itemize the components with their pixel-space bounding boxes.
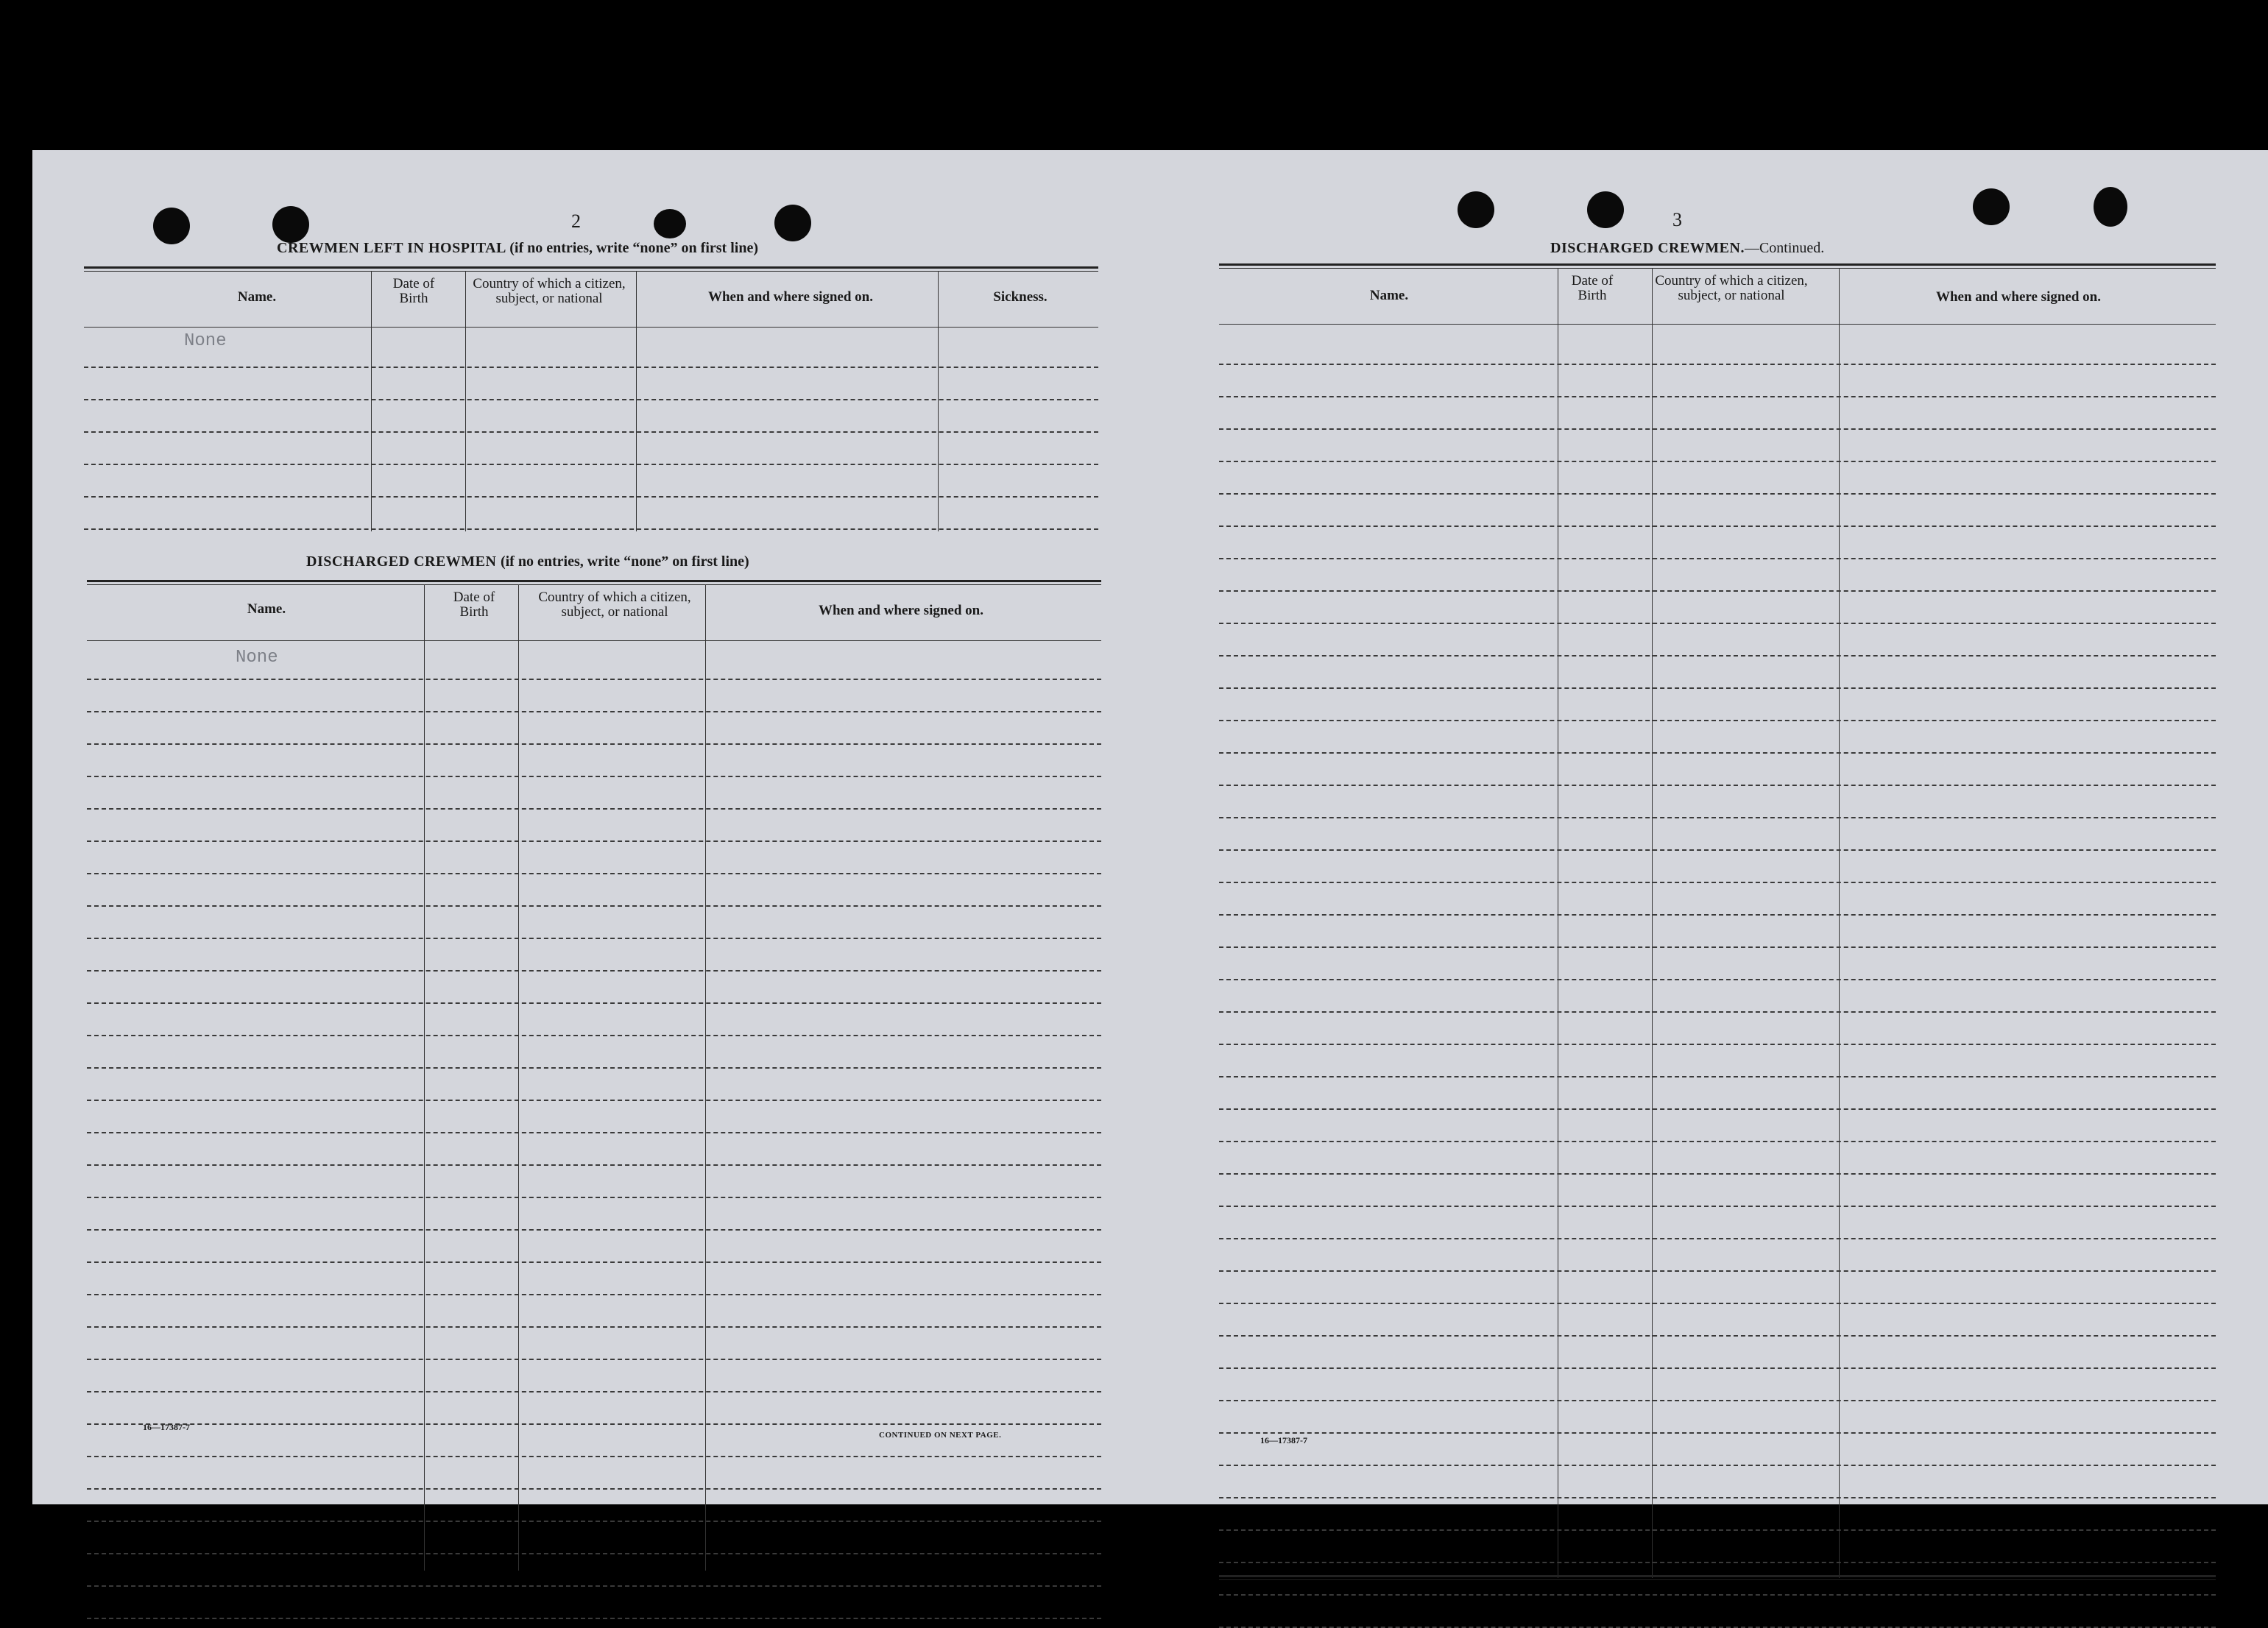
entry-row	[87, 972, 1101, 1004]
entry-row	[1219, 1272, 2216, 1304]
entry-row	[1219, 818, 2216, 851]
entry-row	[87, 1295, 1101, 1328]
discharged-title-note: (if no entries, write “none” on first line)	[500, 553, 749, 570]
entry-row	[1219, 397, 2216, 430]
punch-hole	[654, 209, 686, 238]
entry-row	[1219, 1077, 2216, 1110]
entry-row	[1219, 1110, 2216, 1142]
entry-row	[87, 1457, 1101, 1490]
col-signed-header: When and where signed on.	[707, 289, 873, 305]
entry-row	[1219, 786, 2216, 818]
entry-row	[87, 1490, 1101, 1522]
entry-row	[87, 1069, 1101, 1101]
header-rule	[84, 266, 1098, 269]
entry-row	[84, 368, 1098, 400]
entry-row	[87, 939, 1101, 972]
entry-row	[1219, 1045, 2216, 1077]
page-number: 3	[1672, 209, 1682, 230]
col-dob-header: Date of Birth	[1571, 273, 1614, 303]
right-page	[1150, 150, 2268, 1504]
entry-row	[1219, 1498, 2216, 1531]
col-country-header: Country of which a citizen, subject, or national	[538, 590, 691, 620]
column-header-rule	[1219, 324, 2216, 325]
col-signed-header: When and where signed on.	[1935, 289, 2101, 305]
entry-row	[1219, 689, 2216, 721]
entry-row	[87, 1392, 1101, 1425]
entry-row	[87, 1133, 1101, 1166]
col-name-header: Name.	[1369, 288, 1409, 303]
entry-row	[1219, 365, 2216, 397]
entry-row	[84, 433, 1098, 465]
entry-row	[1219, 916, 2216, 948]
entry-row	[1219, 430, 2216, 462]
punch-hole	[272, 206, 309, 243]
entry-row	[1219, 948, 2216, 980]
right-title-text: DISCHARGED CREWMEN.	[1550, 240, 1745, 256]
punch-hole	[1973, 188, 2010, 225]
col-dob-header: Date of Birth	[392, 276, 435, 306]
entry-row	[1219, 559, 2216, 592]
col-country-header: Country of which a citizen, subject, or national	[1655, 273, 1808, 303]
entry-row	[1219, 1369, 2216, 1401]
entry-row	[87, 1198, 1101, 1231]
entry-row	[1219, 1401, 2216, 1434]
entry-row	[1219, 1434, 2216, 1466]
entry-row	[1219, 1207, 2216, 1239]
page-number: 2	[571, 210, 581, 232]
header-rule	[87, 580, 1101, 582]
punch-hole	[774, 205, 811, 241]
entry-row	[1219, 754, 2216, 786]
entry-row	[87, 1101, 1101, 1133]
footer-rule	[1219, 1575, 2216, 1577]
entry-row	[1219, 1531, 2216, 1563]
entry-row	[1219, 624, 2216, 656]
entry-row	[87, 1554, 1101, 1587]
hospital-title-text: CREWMEN LEFT IN HOSPITAL	[277, 240, 506, 256]
hospital-entry-rows	[84, 336, 1098, 530]
punch-hole	[153, 208, 190, 244]
entry-row	[1219, 656, 2216, 689]
entry-row	[1219, 721, 2216, 754]
entry-row	[87, 842, 1101, 874]
entry-row	[1219, 1596, 2216, 1628]
entry-row	[87, 810, 1101, 842]
entry-row	[87, 1587, 1101, 1619]
entry-row	[1219, 462, 2216, 495]
entry-row	[87, 1036, 1101, 1069]
entry-row	[87, 1231, 1101, 1263]
entry-row	[84, 498, 1098, 530]
col-name-header: Name.	[237, 289, 277, 305]
discharged-continued-rows	[1219, 333, 2216, 1628]
entry-row	[1219, 1466, 2216, 1498]
col-signed-header: When and where signed on.	[818, 603, 983, 618]
discharged-entry-rows	[87, 648, 1101, 1619]
entry-row	[87, 1425, 1101, 1457]
entry-row	[1219, 1239, 2216, 1272]
discharged-section-title	[306, 553, 749, 570]
entry-row	[1219, 1337, 2216, 1369]
entry-row	[87, 745, 1101, 777]
entry-row	[1219, 495, 2216, 527]
column-header-rule	[84, 327, 1098, 328]
left-page	[32, 150, 1150, 1504]
entry-row	[1219, 333, 2216, 365]
col-dob-header: Date of Birth	[453, 590, 495, 620]
entry-row	[87, 777, 1101, 810]
entry-row	[87, 712, 1101, 745]
right-title-suffix: —Continued.	[1744, 240, 1825, 256]
entry-row	[1219, 980, 2216, 1013]
entry-row	[84, 465, 1098, 498]
discharged-entry-none: None	[236, 648, 278, 668]
entry-row	[1219, 883, 2216, 916]
entry-row	[84, 400, 1098, 433]
entry-row	[87, 1522, 1101, 1554]
discharged-title-text: DISCHARGED CREWMEN	[306, 553, 497, 570]
entry-row	[87, 1166, 1101, 1198]
col-name-header: Name.	[247, 601, 286, 617]
entry-row	[1219, 1142, 2216, 1175]
document-sheet	[32, 150, 2268, 1504]
hospital-section-title	[277, 240, 758, 257]
entry-row	[87, 1360, 1101, 1392]
column-header-rule	[87, 640, 1101, 641]
col-sickness-header: Sickness.	[993, 289, 1048, 305]
entry-row	[1219, 592, 2216, 624]
form-number: 16—17387-7	[143, 1422, 190, 1432]
entry-row	[87, 874, 1101, 907]
punch-hole	[1458, 191, 1494, 228]
hospital-entry-none: None	[184, 331, 227, 351]
header-rule	[1219, 263, 2216, 266]
entry-row	[1219, 1175, 2216, 1207]
punch-hole	[1587, 191, 1624, 228]
hospital-title-note: (if no entries, write “none” on first line)	[509, 240, 758, 256]
entry-row	[1219, 851, 2216, 883]
right-section-title	[1550, 240, 1824, 257]
entry-row	[1219, 1304, 2216, 1337]
entry-row	[87, 907, 1101, 939]
entry-row	[87, 1328, 1101, 1360]
entry-row	[84, 336, 1098, 368]
entry-row	[1219, 527, 2216, 559]
entry-row	[87, 1263, 1101, 1295]
entry-row	[87, 680, 1101, 712]
form-number: 16—17387-7	[1260, 1435, 1307, 1445]
continued-note: CONTINUED ON NEXT PAGE.	[879, 1431, 1002, 1440]
entry-row	[1219, 1013, 2216, 1045]
col-country-header: Country of which a citizen, subject, or national	[473, 276, 626, 306]
punch-hole	[2094, 187, 2127, 227]
entry-row	[87, 1004, 1101, 1036]
